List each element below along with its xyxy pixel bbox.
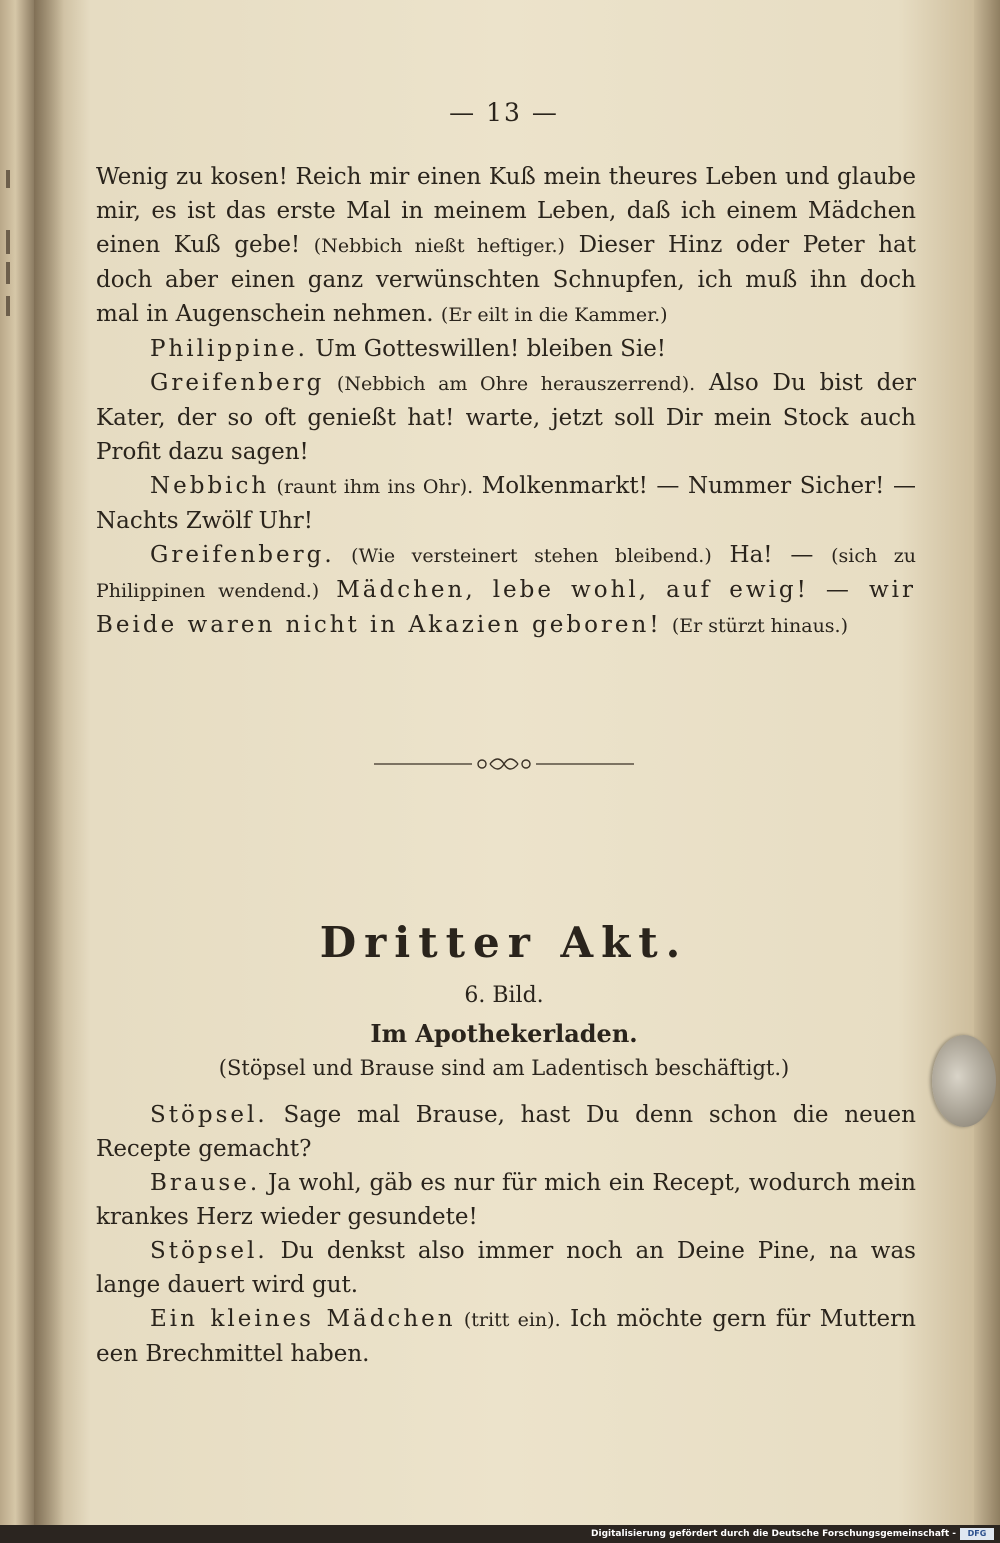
dialogue-block-bottom [96,1098,916,1371]
speaker-name: Stöpsel. [150,1102,268,1128]
line-text: Molkenmarkt! — Nummer Sicher! — Nachts Zwölf Uhr! [96,473,916,534]
scene-title: Im Apothekerladen. [370,1019,638,1048]
left-page-edge [0,0,34,1543]
gutter-shadow [34,0,64,1525]
dfg-logo-icon: DFG [960,1528,994,1540]
dialogue-line [96,469,916,538]
line-text: Ich möchte gern für Muttern een Brechmittel haben. [96,1306,916,1367]
stage-direction: (sich zu Philippinen wendend.) [96,545,917,602]
page-number: — 13 — [449,98,559,127]
page-tab-marker [932,1035,996,1127]
dialogue-line [96,1166,916,1234]
right-page-edge [974,0,1000,1525]
speaker-name: Philippine. [150,336,308,362]
scene-stage-direction: (Stöpsel und Brause sind am Ladentisch beschäftigt.) [218,1056,790,1080]
scene-number: 6. Bild. [464,983,544,1008]
book-page [34,0,974,1525]
dialogue-line [96,1234,916,1302]
ornamental-divider [34,752,974,776]
dialogue-line [96,1098,916,1166]
line-text: Also Du bist der Kater, der so oft genießt hat! warte, jetzt soll Dir mein Stock auch Profit dazu sagen! [96,370,916,465]
speaker-name: Greifenberg. [150,542,335,568]
stage-direction: (tritt ein). [455,1309,561,1331]
dialogue-line [96,1302,916,1371]
line-text: Ja wohl, gäb es nur für mich ein Recept, wodurch mein krankes Herz wieder gesundete! [96,1170,916,1230]
bleed-mark [6,230,10,254]
line-text: Sage mal Brause, hast Du denn schon die neuen Recepte gemacht? [96,1102,916,1162]
dialogue-block-top [96,160,916,643]
dialogue-line [96,538,916,643]
speaker-name: Greifenberg [150,370,325,396]
line-text: Ha! — [711,542,832,568]
stage-direction: (Er eilt in die Kammer.) [440,304,668,326]
line-text: Du denkst also immer noch an Deine Pine, na was lange dauert wird gut. [96,1238,916,1298]
stage-direction: (Wie versteinert stehen bleibend.) [334,545,712,567]
act-heading: Dritter Akt. [319,918,689,967]
stage-direction: (Nebbich nießt heftiger.) [313,235,565,257]
dialogue-line [96,366,916,469]
dialogue-line [96,332,916,366]
speaker-name: Brause. [150,1170,261,1196]
paragraph-text: Wenig zu kosen! Reich mir einen Kuß mein theures Leben und glaube mir, es ist das erste Mal in meinem Leben, daß ich einem Mädchen einen Kuß gebe! [96,164,916,258]
footer-credit: Digitalisierung gefördert durch die Deutsche Forschungsgemeinschaft - [591,1529,956,1539]
stage-direction: (Nebbich am Ohre herauszerrend). [324,373,696,395]
line-text: Mädchen, lebe wohl, auf ewig! — wir Beide waren nicht in Akazien geboren! [96,577,916,638]
bleed-mark [6,262,10,284]
stage-direction: (Er stürzt hinaus.) [671,615,849,637]
speaker-name: Nebbich [150,473,270,499]
line-text: Um Gotteswillen! bleiben Sie! [307,336,667,362]
speaker-name: Ein kleines Mädchen [150,1306,456,1332]
continuation-paragraph [96,160,916,332]
paragraph-text: Dieser Hinz oder Peter hat doch aber einen ganz verwünschten Schnupfen, ich muß ihn doch mal in Augenschein nehmen. [96,232,916,327]
bleed-mark [6,170,10,188]
stage-direction: (raunt ihm ins Ohr). [269,476,474,498]
speaker-name: Stöpsel. [150,1238,268,1264]
ornament-icon [374,752,634,776]
bleed-mark [6,296,10,316]
